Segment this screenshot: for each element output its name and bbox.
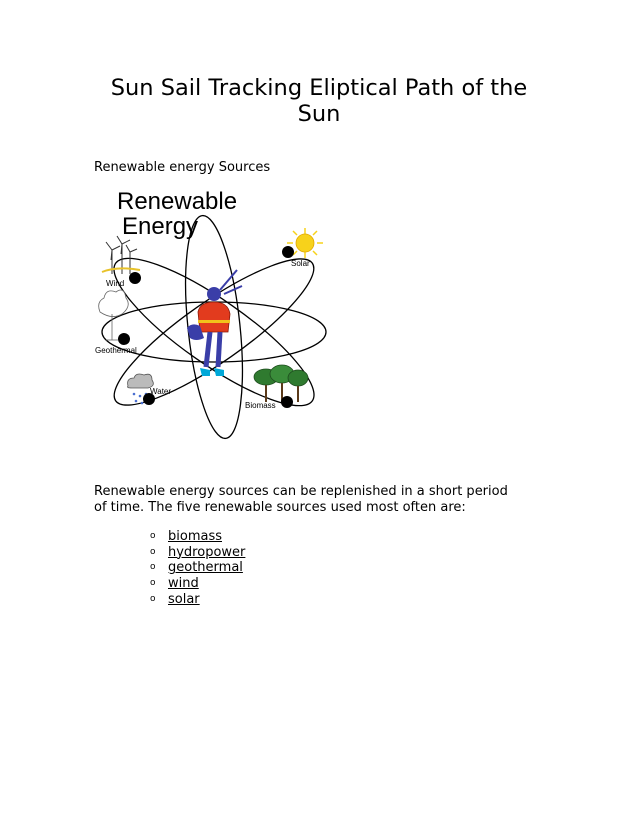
wind-node bbox=[129, 272, 141, 284]
label-biomass: Biomass bbox=[245, 401, 276, 410]
diagram-heading-line2: Energy bbox=[122, 213, 199, 240]
link-hydropower[interactable]: hydropower bbox=[168, 544, 246, 560]
link-solar[interactable]: solar bbox=[168, 591, 200, 607]
wind-turbine-icon bbox=[102, 236, 140, 274]
list-bullet: o bbox=[150, 531, 156, 541]
diagram-svg bbox=[92, 182, 332, 447]
link-wind[interactable]: wind bbox=[168, 576, 199, 592]
label-solar: Solar bbox=[291, 259, 310, 268]
list-item bbox=[150, 560, 245, 576]
list-item bbox=[150, 576, 245, 592]
list-bullet: o bbox=[150, 546, 156, 557]
page-title: Sun Sail Tracking Eliptical Path of the Sun bbox=[110, 75, 528, 127]
list-bullet: o bbox=[150, 593, 156, 604]
list-item bbox=[150, 592, 245, 608]
label-wind: Wind bbox=[106, 279, 125, 288]
geothermal-icon bbox=[99, 290, 129, 340]
list-item bbox=[150, 545, 245, 561]
link-geothermal[interactable]: geothermal bbox=[168, 560, 243, 576]
label-geothermal: Geothermal bbox=[95, 346, 137, 355]
link-biomass[interactable]: biomass bbox=[168, 529, 222, 544]
renewable-sources-list bbox=[150, 529, 245, 608]
renewable-energy-diagram bbox=[92, 182, 332, 447]
label-water: Water bbox=[150, 387, 172, 396]
diagram-heading-line1: Renewable bbox=[117, 188, 238, 215]
solar-node bbox=[282, 246, 294, 258]
list-bullet: o bbox=[150, 578, 156, 589]
intro-paragraph: Renewable energy sources can be replenished in a short period of time. The five renewable sources used most often are: bbox=[94, 484, 508, 515]
list-item bbox=[150, 529, 245, 545]
geothermal-node bbox=[118, 333, 130, 345]
list-bullet: o bbox=[150, 562, 156, 573]
section-subheading: Renewable energy Sources bbox=[94, 160, 271, 175]
biomass-node bbox=[281, 396, 293, 408]
